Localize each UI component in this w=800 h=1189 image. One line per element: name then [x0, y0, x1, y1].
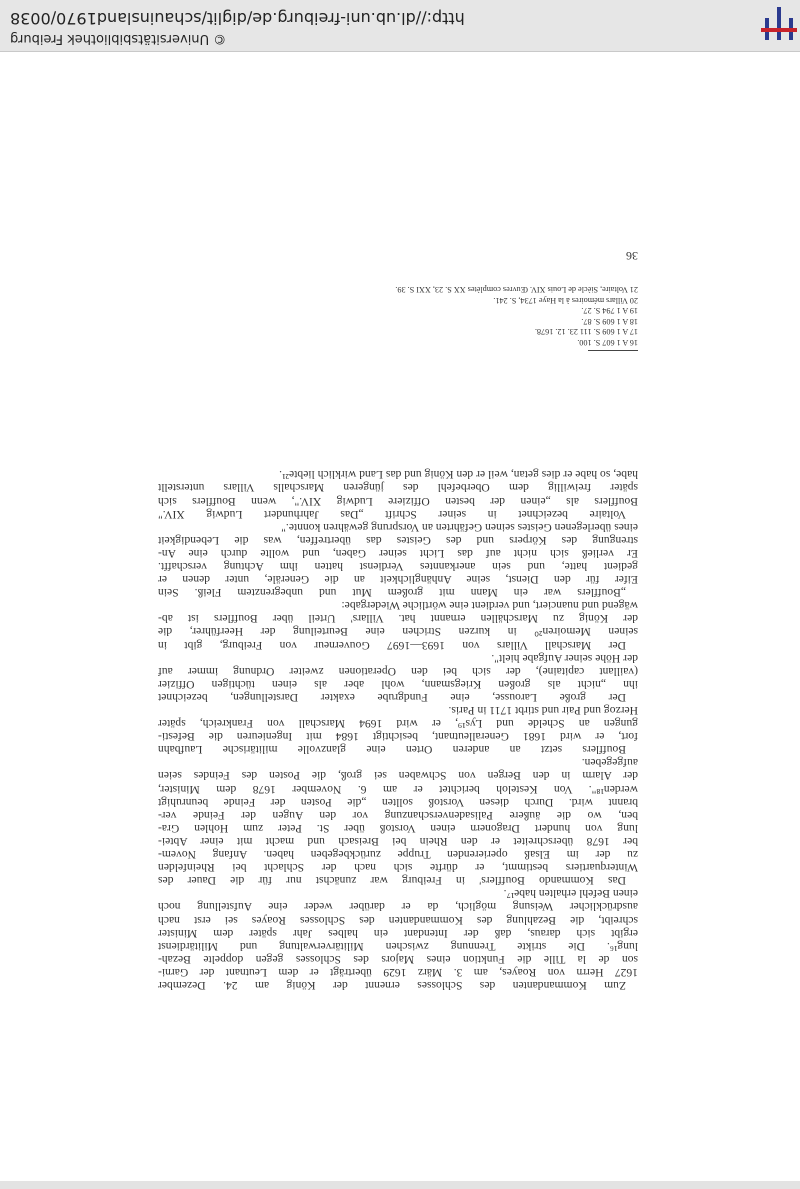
text-line: einen Befehl erhalten habe¹⁷.	[503, 887, 638, 901]
text-line: Eifer für den Dienst, seine Anhänglichkeit an die Generäle, unter denen er	[158, 573, 638, 587]
text-line: Voltaire bezeichnet in seiner Schrift „Das Jahrhundert Ludwig XIV."	[158, 507, 626, 521]
footnote: 19 A 1 794 S. 27.	[581, 306, 638, 316]
document-url[interactable]: http://dl.ub.uni-freiburg.de/diglit/schauinsland1970/0038	[10, 9, 465, 28]
banner-info	[10, 9, 465, 46]
text-line: ben, wo die äußere Palisadenverschanzung vor den Augen der Feinde ver-	[158, 808, 638, 822]
paragraph	[158, 756, 638, 887]
paragraph	[158, 887, 638, 992]
text-line: später freiwillig dem Oberbefehl des jüngeren Marschalls Villars unterstellt	[158, 481, 638, 495]
footnote-rule	[588, 350, 638, 351]
footnotes	[395, 283, 638, 347]
text-line: ihn „nicht als großen Kriegsmann, wohl aber als einen tüchtigen Offizier	[158, 677, 638, 691]
text-line: Winterquartiers bestimmt, er dürfte sich nach der Schlacht bei Rheinfelden	[158, 861, 638, 875]
text-line: lung¹⁶. Die strikte Trennung zwischen Militärverwaltung und Militärdienst	[158, 939, 638, 953]
text-line: fort, er wird 1681 Generalleutnant, besichtigt 1684 mit Ingenieuren die Befesti-	[158, 730, 638, 744]
footnote: 17 A 1 609 S. 111 23. 12. 1678.	[534, 327, 638, 337]
text-line: der Alarm in den Bergen von Schwaben sei groß, die Posten des Feindes seien	[158, 769, 638, 783]
text-line: brannt wird. Durch diesen Vorstoß sollten „die Posten der Feinde beunruhigt	[158, 795, 638, 809]
paragraph	[158, 468, 638, 520]
institution-credit: © Universitätsbibliothek Freiburg	[10, 31, 227, 46]
text-line: „Boufflers war ein Mann mit großem Mut und unbegrenztem Fleiß. Sein	[158, 586, 626, 600]
text-line: Der große Larousse, eine Fundgrube exakter Darstellungen, bezeichnet	[158, 690, 626, 704]
text-line: der Höhe seiner Aufgabe hielt".	[491, 651, 638, 665]
text-line: Das Kommando Boufflers' in Freiburg war zunächst nur für die Dauer des	[158, 874, 626, 888]
text-line: 1627 Herrn von Roayes, am 3. März 1629 überträgt er dem Leutnant der Garni-	[158, 965, 638, 979]
text-line: Boufflers setzt an anderen Orten eine glanzvolle militärische Laufbahn	[158, 743, 626, 757]
text-line: seinen Memoiren²⁰ in kurzen Strichen eine Beurteilung der Heerführer, die	[158, 625, 638, 639]
text-line: wägend und nuanciert, und verdient eine wörtliche Wiedergabe:	[341, 599, 638, 613]
library-logo-icon	[752, 5, 800, 43]
text-line: gedient hatte, und sein anerkanntes Verdienst hatten ihm Achtung verschafft.	[158, 560, 638, 573]
text-line: lung von hundert Dragonern einen Vorstoß über St. Peter zum Hohlen Gra-	[158, 821, 638, 835]
text-line: schreibt, die Bezahlung des Kommandanten des Schlosses Roayes sei erst nach	[158, 913, 638, 927]
text-line: Der Marschall Villars von 1693—1697 Gouverneur von Freiburg, gibt in	[158, 638, 626, 652]
text-line: ergibt sich daraus, daß der Intendant ein halbes Jahr später dem Minister	[158, 926, 638, 940]
banner-divider	[0, 51, 800, 52]
text-line: ber 1678 überschreitet er den Rhein bei Breisach und macht mit einer Abtei-	[158, 834, 638, 848]
footnote: 16 A 1 607 S. 100.	[577, 338, 638, 347]
paragraph	[158, 521, 638, 600]
text-line: (vaillant capitaine), der sich bei den Operationen zweiter Ordnung immer auf	[158, 664, 638, 678]
text-line: son de la Tille die Funktion eines Majors des Schlosses gegen doppelte Bezah-	[158, 952, 638, 966]
body-text	[158, 468, 638, 992]
page-number: 36	[626, 249, 638, 263]
text-line: der König zu Marschällen ernannt hat. Villars' Urteil über Boufflers ist ab-	[158, 612, 638, 626]
footnote: 21 Voltaire, Siècle de Louis XIV. Œuvres complètes XX S. 23, XXI S. 39.	[395, 285, 638, 295]
text-line: ausdrücklicher Weisung möglich, da er darüber weder eine Aufstellung noch	[158, 900, 638, 914]
paragraph	[158, 652, 638, 704]
text-line: Zum Kommandanten des Schlosses ernennt der König am 24. Dezember	[158, 979, 626, 992]
text-line: eines überlegenen Geistes seinen Gefährten an Vorsprung gewähren konnte."	[281, 520, 638, 534]
text-line: zu der im Elsaß operierenden Truppe zurückbegeben haben. Anfang Novem-	[158, 848, 638, 862]
paragraph	[158, 704, 638, 756]
text-line: habe, so habe er dies getan, weil er den König und das Land wirklich liebte²¹.	[279, 468, 638, 482]
text-line: aufgegeben.	[581, 756, 638, 770]
footnote: 20 Villars mémoires à la Haye 1734, S. 241.	[493, 295, 638, 305]
footer-bar	[0, 1181, 800, 1189]
text-line: werden¹⁸". Von Kesteloh berichtet er am 6. November 1678 dem Minister,	[158, 782, 638, 796]
text-line: gungen an Schelde und Lys¹⁹, er wird 1694 Marschall von Frankreich, später	[158, 717, 638, 731]
text-line: Boufflers als „einen der besten Offiziere Ludwig XIV.", wenn Boufflers sich	[158, 494, 638, 508]
footnote: 18 A 1 609 S. 87.	[581, 316, 638, 326]
text-line: Er verließ sich nicht auf das Licht seiner Gaben, und wollte durch eine An-	[158, 546, 638, 560]
paragraph	[158, 599, 638, 651]
text-line: strengung des Körpers und des Geistes das übertreffen, was die Lebendigkeit	[158, 533, 638, 547]
text-line: Herzog und Pair und stirbt 1711 in Paris.	[448, 704, 638, 718]
